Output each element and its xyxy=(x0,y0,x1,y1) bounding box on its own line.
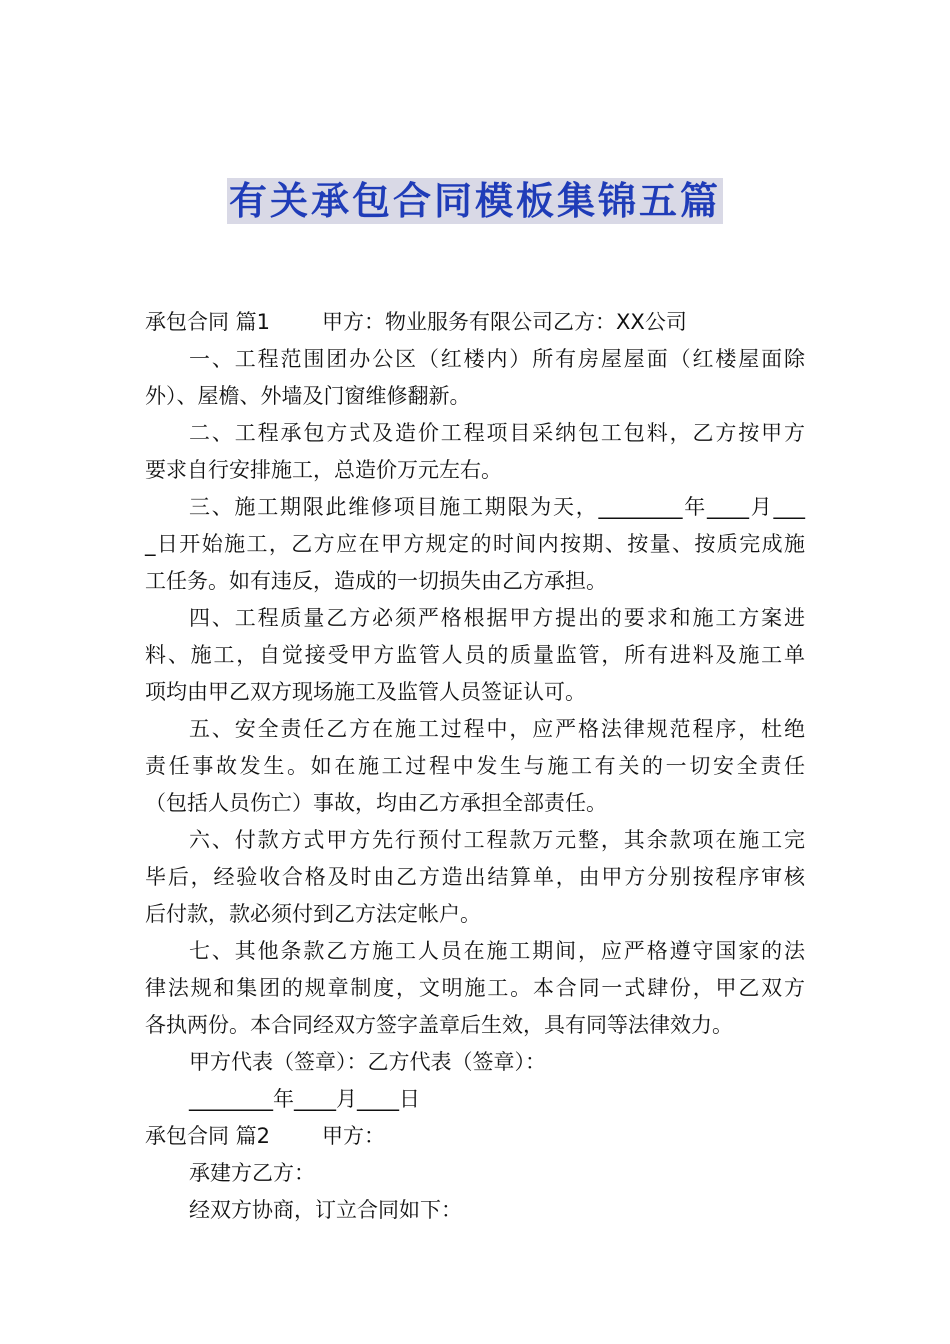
signature-line: 甲方代表（签章）：乙方代表（签章）： xyxy=(189,1050,546,1074)
paragraph-line: 四、工程质量乙方必须严格根据甲方提出的要求和施工方案进 xyxy=(189,606,805,630)
paragraph-line: 各执两份。本合同经双方签字盖章后生效，具有同等法律效力。 xyxy=(145,1013,733,1037)
paragraph-line: 毕后，经验收合格及时由乙方造出结算单，由甲方分别按程序审核 xyxy=(145,865,805,889)
document-body xyxy=(145,304,805,1229)
paragraph-line: 律法规和集团的规章制度，文明施工。本合同一式肆份，甲乙双方 xyxy=(145,976,805,1000)
paragraph-line: _日开始施工，乙方应在甲方规定的时间内按期、按量、按质完成施 xyxy=(145,532,805,556)
paragraph-line: 工任务。如有违反，造成的一切损失由乙方承担。 xyxy=(145,569,607,593)
paragraph-line: 二、工程承包方式及造价工程项目采纳包工包料，乙方按甲方 xyxy=(189,421,805,445)
paragraph-line: 要求自行安排施工，总造价万元左右。 xyxy=(145,458,502,482)
paragraph-line: 五、安全责任乙方在施工过程中，应严格法律规范程序，杜绝 xyxy=(189,717,805,741)
paragraph-line: 一、工程范围团办公区（红楼内）所有房屋屋面（红楼屋面除 xyxy=(189,347,805,371)
paragraph-line: 七、其他条款乙方施工人员在施工期间，应严格遵守国家的法 xyxy=(189,939,805,963)
paragraph-line: 责任事故发生。如在施工过程中发生与施工有关的一切安全责任 xyxy=(145,754,805,778)
paragraph-line: 后付款，款必须付到乙方法定帐户。 xyxy=(145,902,481,926)
paragraph-line: （包括人员伤亡）事故，均由乙方承担全部责任。 xyxy=(145,791,607,815)
title-wrap xyxy=(0,178,950,224)
section2-party-a: 甲方： xyxy=(322,1124,386,1148)
section1-header-line xyxy=(145,304,805,341)
paragraph-line: 承建方乙方： xyxy=(189,1161,315,1185)
document-title: 有关承包合同模板集锦五篇 xyxy=(228,179,721,223)
section2-heading: 承包合同 篇2 xyxy=(145,1124,271,1148)
paragraph-line: 料、施工，自觉接受甲方监管人员的质量监管，所有进料及施工单 xyxy=(145,643,805,667)
paragraph-line: 经双方协商，订立合同如下： xyxy=(189,1198,462,1222)
section2-header-line xyxy=(145,1118,805,1155)
paragraph-line: 外）、屋檐、外墙及门窗维修翻新。 xyxy=(145,384,471,408)
paragraph-line: 三、施工期限此维修项目施工期限为天，________年____月___ xyxy=(189,495,805,519)
section1-heading: 承包合同 篇1 xyxy=(145,310,271,334)
paragraph-line: 项均由甲乙双方现场施工及监管人员签证认可。 xyxy=(145,680,586,704)
date-line: ________年____月____日 xyxy=(189,1087,420,1111)
paragraph-line: 六、付款方式甲方先行预付工程款万元整，其余款项在施工完 xyxy=(189,828,805,852)
section1-parties: 甲方：物业服务有限公司乙方：XX公司 xyxy=(322,310,687,334)
